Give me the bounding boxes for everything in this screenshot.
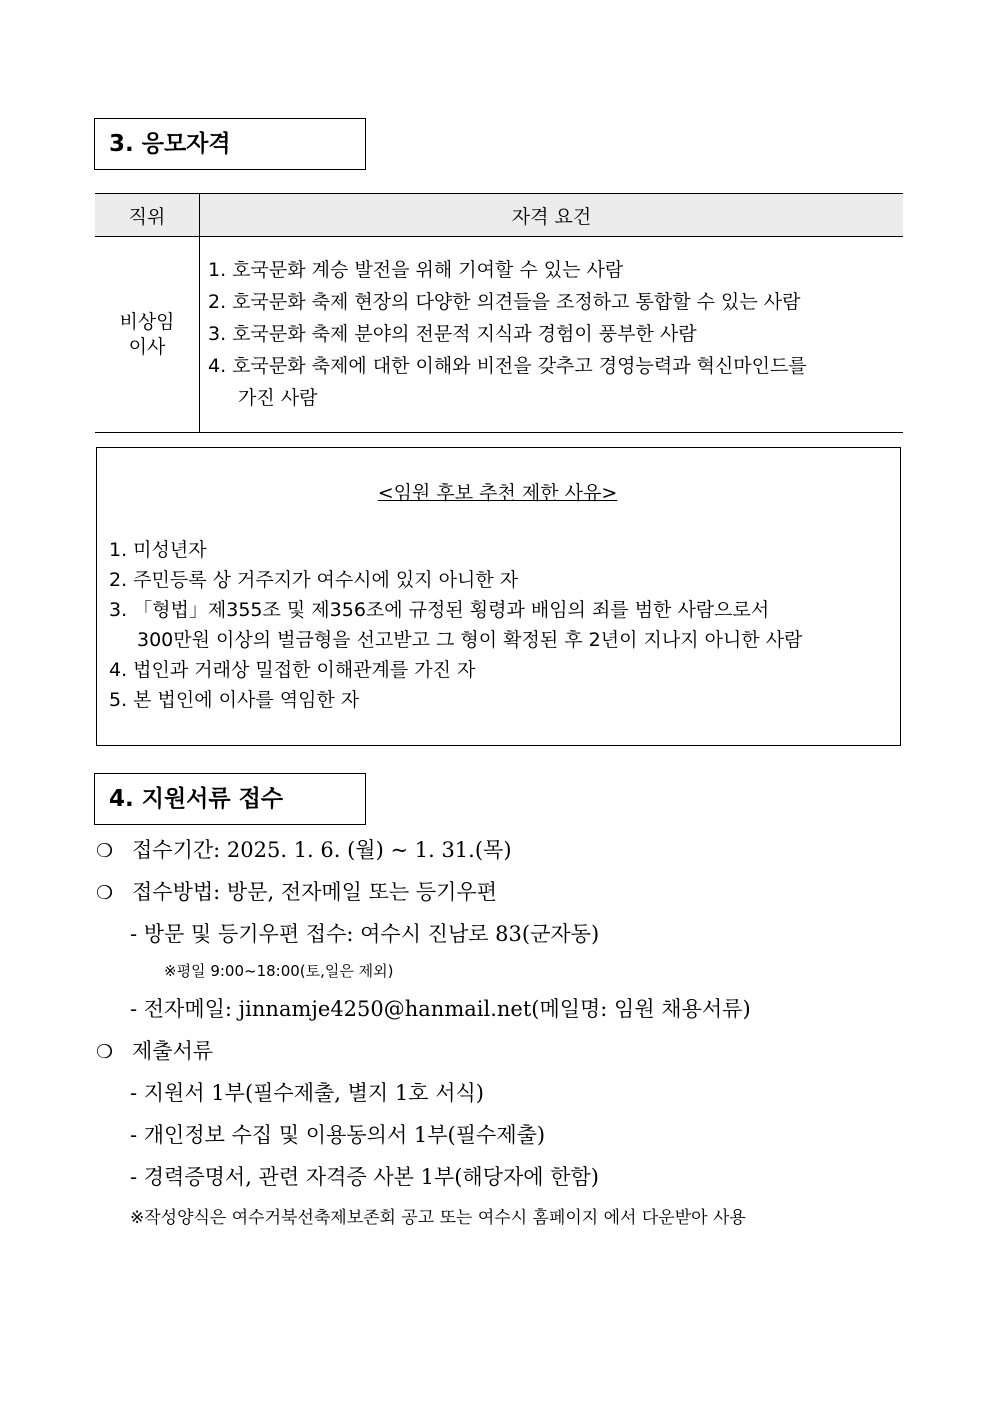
period-line [96,834,512,864]
method-hours: ※평일 9:00~18:00(토,일은 제외) [164,962,394,980]
restriction-item: 1. 미성년자 [109,539,207,561]
circle-bullet-icon: ❍ [96,1041,114,1063]
position-line2: 이사 [128,335,166,358]
table-row [95,237,903,433]
restriction-list [109,535,802,715]
restriction-item: 5. 본 법인에 이사를 역임한 자 [109,689,360,711]
position-line1: 비상임 [119,310,175,333]
table-header-row [95,194,903,237]
method-email: - 전자메일: jinnamje4250@hanmail.net(메일명: 임원 채용서류) [130,997,751,1021]
method-visit: - 방문 및 등기우편 접수: 여수시 진남로 83(군자동) [130,922,600,946]
circle-bullet-icon: ❍ [96,840,114,862]
docs-item: - 개인정보 수집 및 이용동의서 1부(필수제출) [130,1123,546,1147]
requirement-item: 4. 호국문화 축제에 대한 이해와 비전을 갖추고 경영능력과 혁신마인드를 [208,355,807,377]
docs-item: - 지원서 1부(필수제출, 별지 1호 서식) [130,1081,484,1105]
section-3-title: 3. 응모자격 [94,118,366,170]
restriction-box [96,447,901,746]
period-text: 접수기간: 2025. 1. 6. (월) ~ 1. 31.(목) [132,838,512,862]
restriction-title: <임원 후보 추천 제한 사유> [377,482,618,504]
method-text: 접수방법: 방문, 전자메일 또는 등기우편 [132,880,498,904]
restriction-item: 3. 「형법」제355조 및 제356조에 규정된 횡령과 배임의 죄를 범한 사람으로서 [109,599,770,621]
requirement-item-continued: 가진 사람 [238,387,318,409]
docs-line [96,1035,213,1065]
restriction-item: 4. 법인과 거래상 밀접한 이해관계를 가진 자 [109,659,476,681]
restriction-item-continued: 300만원 이상의 벌금형을 선고받고 그 형이 확정된 후 2년이 지나지 아니한 사람 [137,629,803,651]
header-position: 직위 [95,194,200,237]
requirement-item: 2. 호국문화 축제 현장의 다양한 의견들을 조정하고 통합할 수 있는 사람 [208,291,801,313]
position-cell [95,237,200,433]
requirement-item: 1. 호국문화 계승 발전을 위해 기여할 수 있는 사람 [208,259,624,281]
method-line [96,876,497,906]
docs-item: - 경력증명서, 관련 자격증 사본 1부(해당자에 한함) [130,1165,600,1189]
header-requirements: 자격 요건 [200,194,904,237]
requirement-item: 3. 호국문화 축제 분야의 전문적 지식과 경험이 풍부한 사람 [208,323,697,345]
restriction-item: 2. 주민등록 상 거주지가 여수시에 있지 아니한 자 [109,569,519,591]
requirements-cell [200,237,904,433]
circle-bullet-icon: ❍ [96,882,114,904]
section-4-title: 4. 지원서류 접수 [94,773,366,825]
docs-title: 제출서류 [132,1039,214,1063]
docs-note: ※작성양식은 여수거북선축제보존회 공고 또는 여수시 홈페이지 에서 다운받아 사용 [130,1208,746,1228]
qualification-table [95,193,903,433]
